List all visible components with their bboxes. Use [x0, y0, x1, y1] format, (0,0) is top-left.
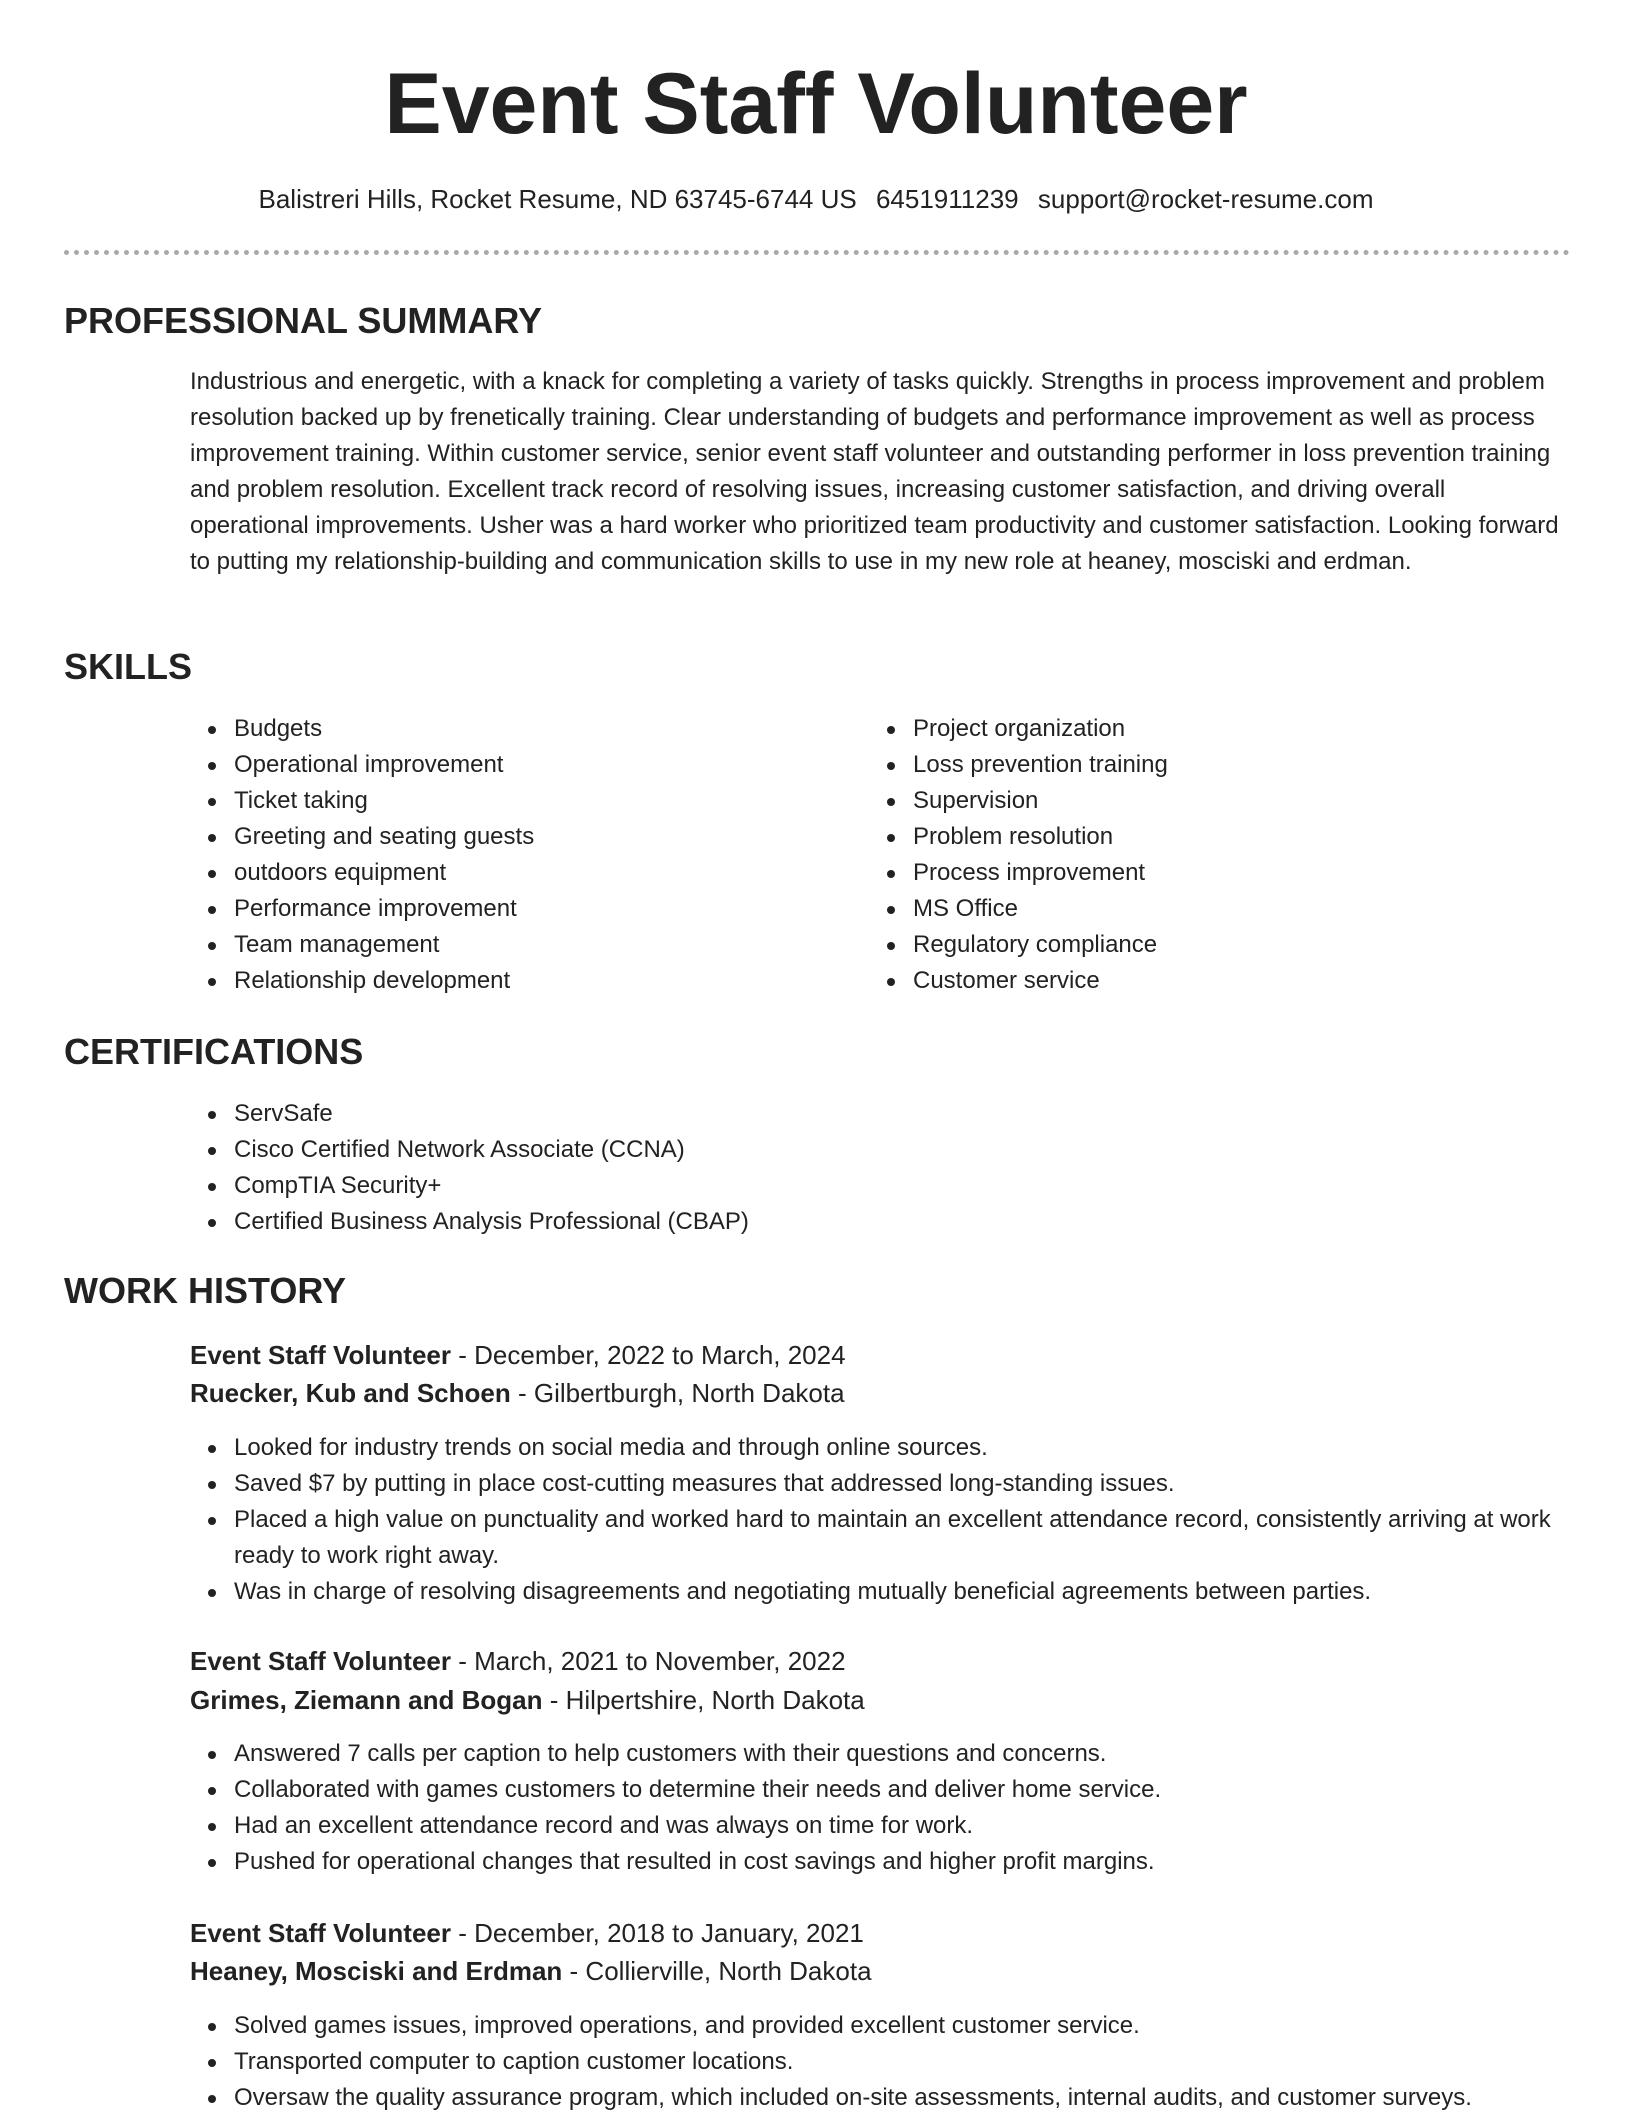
job-dates: - December, 2022 to March, 2024: [451, 1340, 846, 1370]
job-bullet: Solved games issues, improved operations, and provided excellent customer service.: [190, 2008, 1570, 2044]
skill-item: Relationship development: [190, 963, 840, 999]
skill-item: Customer service: [869, 963, 1519, 999]
skill-item: Regulatory compliance: [869, 927, 1519, 963]
summary-heading: PROFESSIONAL SUMMARY: [64, 300, 543, 341]
job-title: Event Staff Volunteer: [190, 1918, 452, 1948]
certification-item: Cisco Certified Network Associate (CCNA): [190, 1132, 1490, 1168]
skill-item: MS Office: [869, 891, 1519, 927]
job-employer-line: [190, 1374, 845, 1412]
job-bullet: Had an excellent attendance record and was always on time for work.: [190, 1808, 1570, 1844]
skill-item: Project organization: [869, 711, 1519, 747]
job-bullet: Saved $7 by putting in place cost-cutting measures that addressed long-standing issues.: [190, 1466, 1570, 1502]
job-bullet: Was in charge of resolving disagreements and negotiating mutually beneficial agreements between parties.: [190, 1574, 1570, 1610]
job-employer: Heaney, Mosciski and Erdman: [190, 1956, 563, 1986]
job-bullet: Oversaw the quality assurance program, which included on-site assessments, internal audits, and customer surveys.: [190, 2080, 1570, 2112]
job-title: Event Staff Volunteer: [190, 1646, 452, 1676]
job-location: - Hilpertshire, North Dakota: [542, 1685, 865, 1715]
skill-item: Team management: [190, 927, 840, 963]
certification-item: Certified Business Analysis Professional (CBAP): [190, 1204, 1490, 1240]
skill-item: Ticket taking: [190, 783, 840, 819]
certification-item: ServSafe: [190, 1096, 1490, 1132]
work-history-heading: WORK HISTORY: [64, 1270, 347, 1311]
job-title-line: [190, 1914, 864, 1952]
job-employer: Grimes, Ziemann and Bogan: [190, 1685, 543, 1715]
job-bullets: [190, 1430, 1570, 1610]
skill-item: Loss prevention training: [869, 747, 1519, 783]
skill-item: Greeting and seating guests: [190, 819, 840, 855]
job-location: - Collierville, North Dakota: [562, 1956, 872, 1986]
contact-address: Balistreri Hills, Rocket Resume, ND 63745-6744 US: [258, 184, 857, 214]
job-bullets: [190, 1736, 1570, 1880]
job-title: Event Staff Volunteer: [190, 1340, 452, 1370]
header-divider: [64, 250, 1570, 255]
skill-item: Problem resolution: [869, 819, 1519, 855]
job-bullet: Transported computer to caption customer locations.: [190, 2044, 1570, 2080]
job-location: - Gilbertburgh, North Dakota: [510, 1378, 845, 1408]
job-bullet: Looked for industry trends on social media and through online sources.: [190, 1430, 1570, 1466]
job-employer: Ruecker, Kub and Schoen: [190, 1378, 511, 1408]
job-dates: - December, 2018 to January, 2021: [451, 1918, 864, 1948]
contact-line: [0, 180, 1632, 218]
skills-heading: SKILLS: [64, 646, 193, 687]
certifications-list: [190, 1096, 1490, 1240]
summary-text: Industrious and energetic, with a knack for completing a variety of tasks quickly. Strengths in process improvement and problem resolution backed up by frenetically training. Clear understanding of budgets and performance improvement as well as process improvement training. Within customer service, senior event staff volunteer and outstanding performer in loss prevention training and problem resolution. Excellent track record of resolving issues, increasing customer satisfaction, and driving overall operational improvements. Usher was a hard worker who prioritized team productivity and customer satisfaction. Looking forward to putting my relationship-building and communication skills to use in my new role at heaney, mosciski and erdman.: [190, 368, 1559, 575]
certification-item: CompTIA Security+: [190, 1168, 1490, 1204]
resume-name: Event Staff Volunteer: [384, 56, 1248, 152]
skills-list-right: [869, 711, 1519, 999]
skill-item: Operational improvement: [190, 747, 840, 783]
contact-phone: 6451911239: [875, 184, 1019, 214]
job-title-line: [190, 1642, 846, 1680]
job-dates: - March, 2021 to November, 2022: [451, 1646, 846, 1676]
job-bullet: Answered 7 calls per caption to help customers with their questions and concerns.: [190, 1736, 1570, 1772]
job-bullet: Placed a high value on punctuality and worked hard to maintain an excellent attendance record, consistently arriving at work ready to work right away.: [190, 1502, 1570, 1574]
contact-email: support@rocket-resume.com: [1037, 184, 1374, 214]
job-employer-line: [190, 1681, 865, 1719]
skills-list-left: [190, 711, 840, 999]
skill-item: Performance improvement: [190, 891, 840, 927]
job-title-line: [190, 1336, 846, 1374]
job-bullets: [190, 2008, 1570, 2112]
skill-item: Budgets: [190, 711, 840, 747]
certifications-heading: CERTIFICATIONS: [64, 1031, 364, 1072]
job-employer-line: [190, 1952, 872, 1990]
job-bullet: Pushed for operational changes that resulted in cost savings and higher profit margins.: [190, 1844, 1570, 1880]
skill-item: Supervision: [869, 783, 1519, 819]
skill-item: Process improvement: [869, 855, 1519, 891]
skill-item: outdoors equipment: [190, 855, 840, 891]
job-bullet: Collaborated with games customers to determine their needs and deliver home service.: [190, 1772, 1570, 1808]
